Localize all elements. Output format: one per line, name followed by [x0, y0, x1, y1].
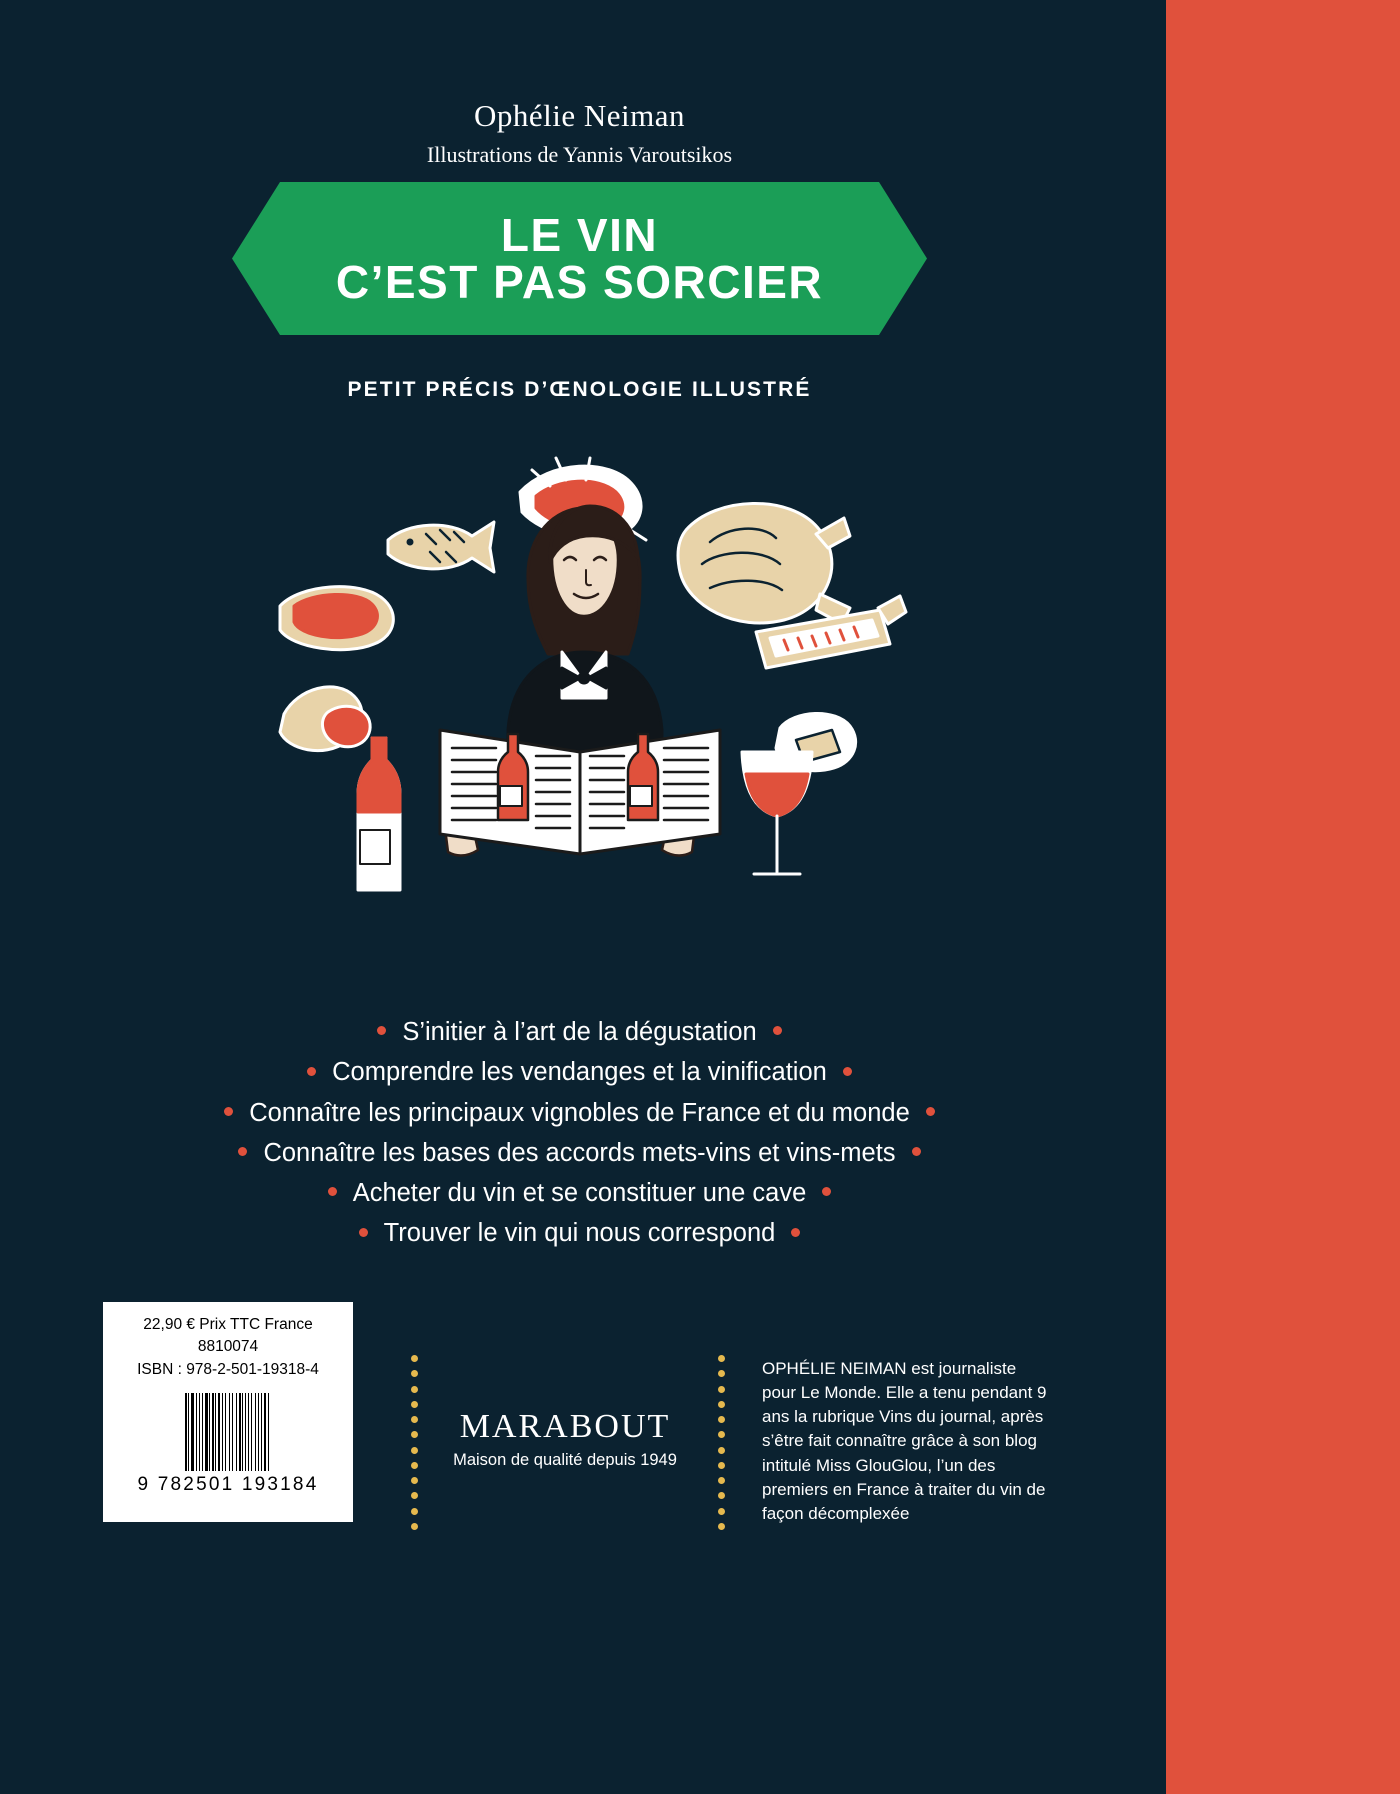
book-title-line-2: C’EST PAS SORCIER: [335, 255, 824, 308]
list-item-label: Trouver le vin qui nous correspond: [383, 1219, 776, 1248]
list-item: [0, 1052, 1159, 1092]
author-bio: OPHÉLIE NEIMAN est journaliste pour Le Monde. Elle a tenu pendant 9 ans la rubrique Vins du journal, après s’être fait connaître grâce à son blog intitulé Miss GlouGlou, l’un des premiers en France à traiter du vin de façon décomplexée: [762, 1359, 1047, 1523]
barcode-digits: 9 782501 193184: [137, 1474, 319, 1496]
wine-bottle-icon: [358, 738, 400, 890]
author-name: Ophélie Neiman: [473, 98, 685, 133]
book-title-line-1: LE VIN: [500, 208, 659, 261]
list-item: [0, 1173, 1159, 1213]
illustrator-credit: Illustrations de Yannis Varoutsikos: [426, 142, 733, 167]
steak-icon: [280, 587, 393, 650]
publisher-name: MARABOUT: [459, 1408, 671, 1445]
book-subtitle: PETIT PRÉCIS D’ŒNOLOGIE ILLUSTRÉ: [347, 378, 812, 401]
dotted-separator-right: [718, 1355, 725, 1530]
list-item: [0, 1213, 1159, 1253]
bullet-dot-icon: [791, 1228, 800, 1237]
book-title: [232, 182, 927, 335]
author-block: [0, 98, 1159, 168]
bullet-dot-icon: [822, 1187, 831, 1196]
dotted-separator-left: [411, 1355, 418, 1530]
bullet-dot-icon: [328, 1187, 337, 1196]
list-item-label: Connaître les principaux vignobles de France et du monde: [249, 1098, 910, 1127]
product-code: 8810074: [197, 1338, 259, 1356]
bullet-dot-icon: [926, 1107, 935, 1116]
publisher-block: [420, 1408, 710, 1470]
cover-illustration: [250, 430, 910, 990]
bullet-dot-icon: [843, 1067, 852, 1076]
fish-icon: [388, 522, 494, 572]
bullet-dot-icon: [307, 1067, 316, 1076]
list-item: [0, 1133, 1159, 1173]
barcode-bars: [109, 1393, 347, 1471]
list-item-label: S’initier à l’art de la dégustation: [402, 1018, 757, 1046]
list-item-label: Connaître les bases des accords mets-vins et vins-mets: [263, 1138, 896, 1167]
ham-icon: [280, 687, 370, 751]
illustration-svg: [250, 430, 910, 990]
book-spine: [1159, 0, 1400, 1794]
bullet-dot-icon: [238, 1147, 247, 1156]
bullet-dot-icon: [912, 1147, 921, 1156]
isbn-label: ISBN : 978-2-501-19318-4: [137, 1360, 319, 1378]
wine-glass-icon: [742, 752, 812, 874]
publisher-tagline: Maison de qualité depuis 1949: [453, 1451, 677, 1469]
list-item: [0, 1012, 1159, 1052]
list-item-label: Acheter du vin et se constituer une cave: [352, 1179, 807, 1208]
bullet-dot-icon: [773, 1026, 782, 1035]
barcode-block: [103, 1302, 353, 1522]
list-item: [0, 1093, 1159, 1133]
bullet-dot-icon: [359, 1228, 368, 1237]
bullet-dot-icon: [377, 1026, 386, 1035]
bullet-dot-icon: [224, 1107, 233, 1116]
spine-edge-line: [1159, 0, 1166, 1794]
title-banner: [232, 182, 927, 335]
roast-chicken-icon: [678, 503, 850, 624]
price-label: 22,90 € Prix TTC France: [143, 1316, 313, 1333]
list-item-label: Comprendre les vendanges et la vinification: [332, 1058, 827, 1087]
feature-list: [0, 1012, 1159, 1254]
